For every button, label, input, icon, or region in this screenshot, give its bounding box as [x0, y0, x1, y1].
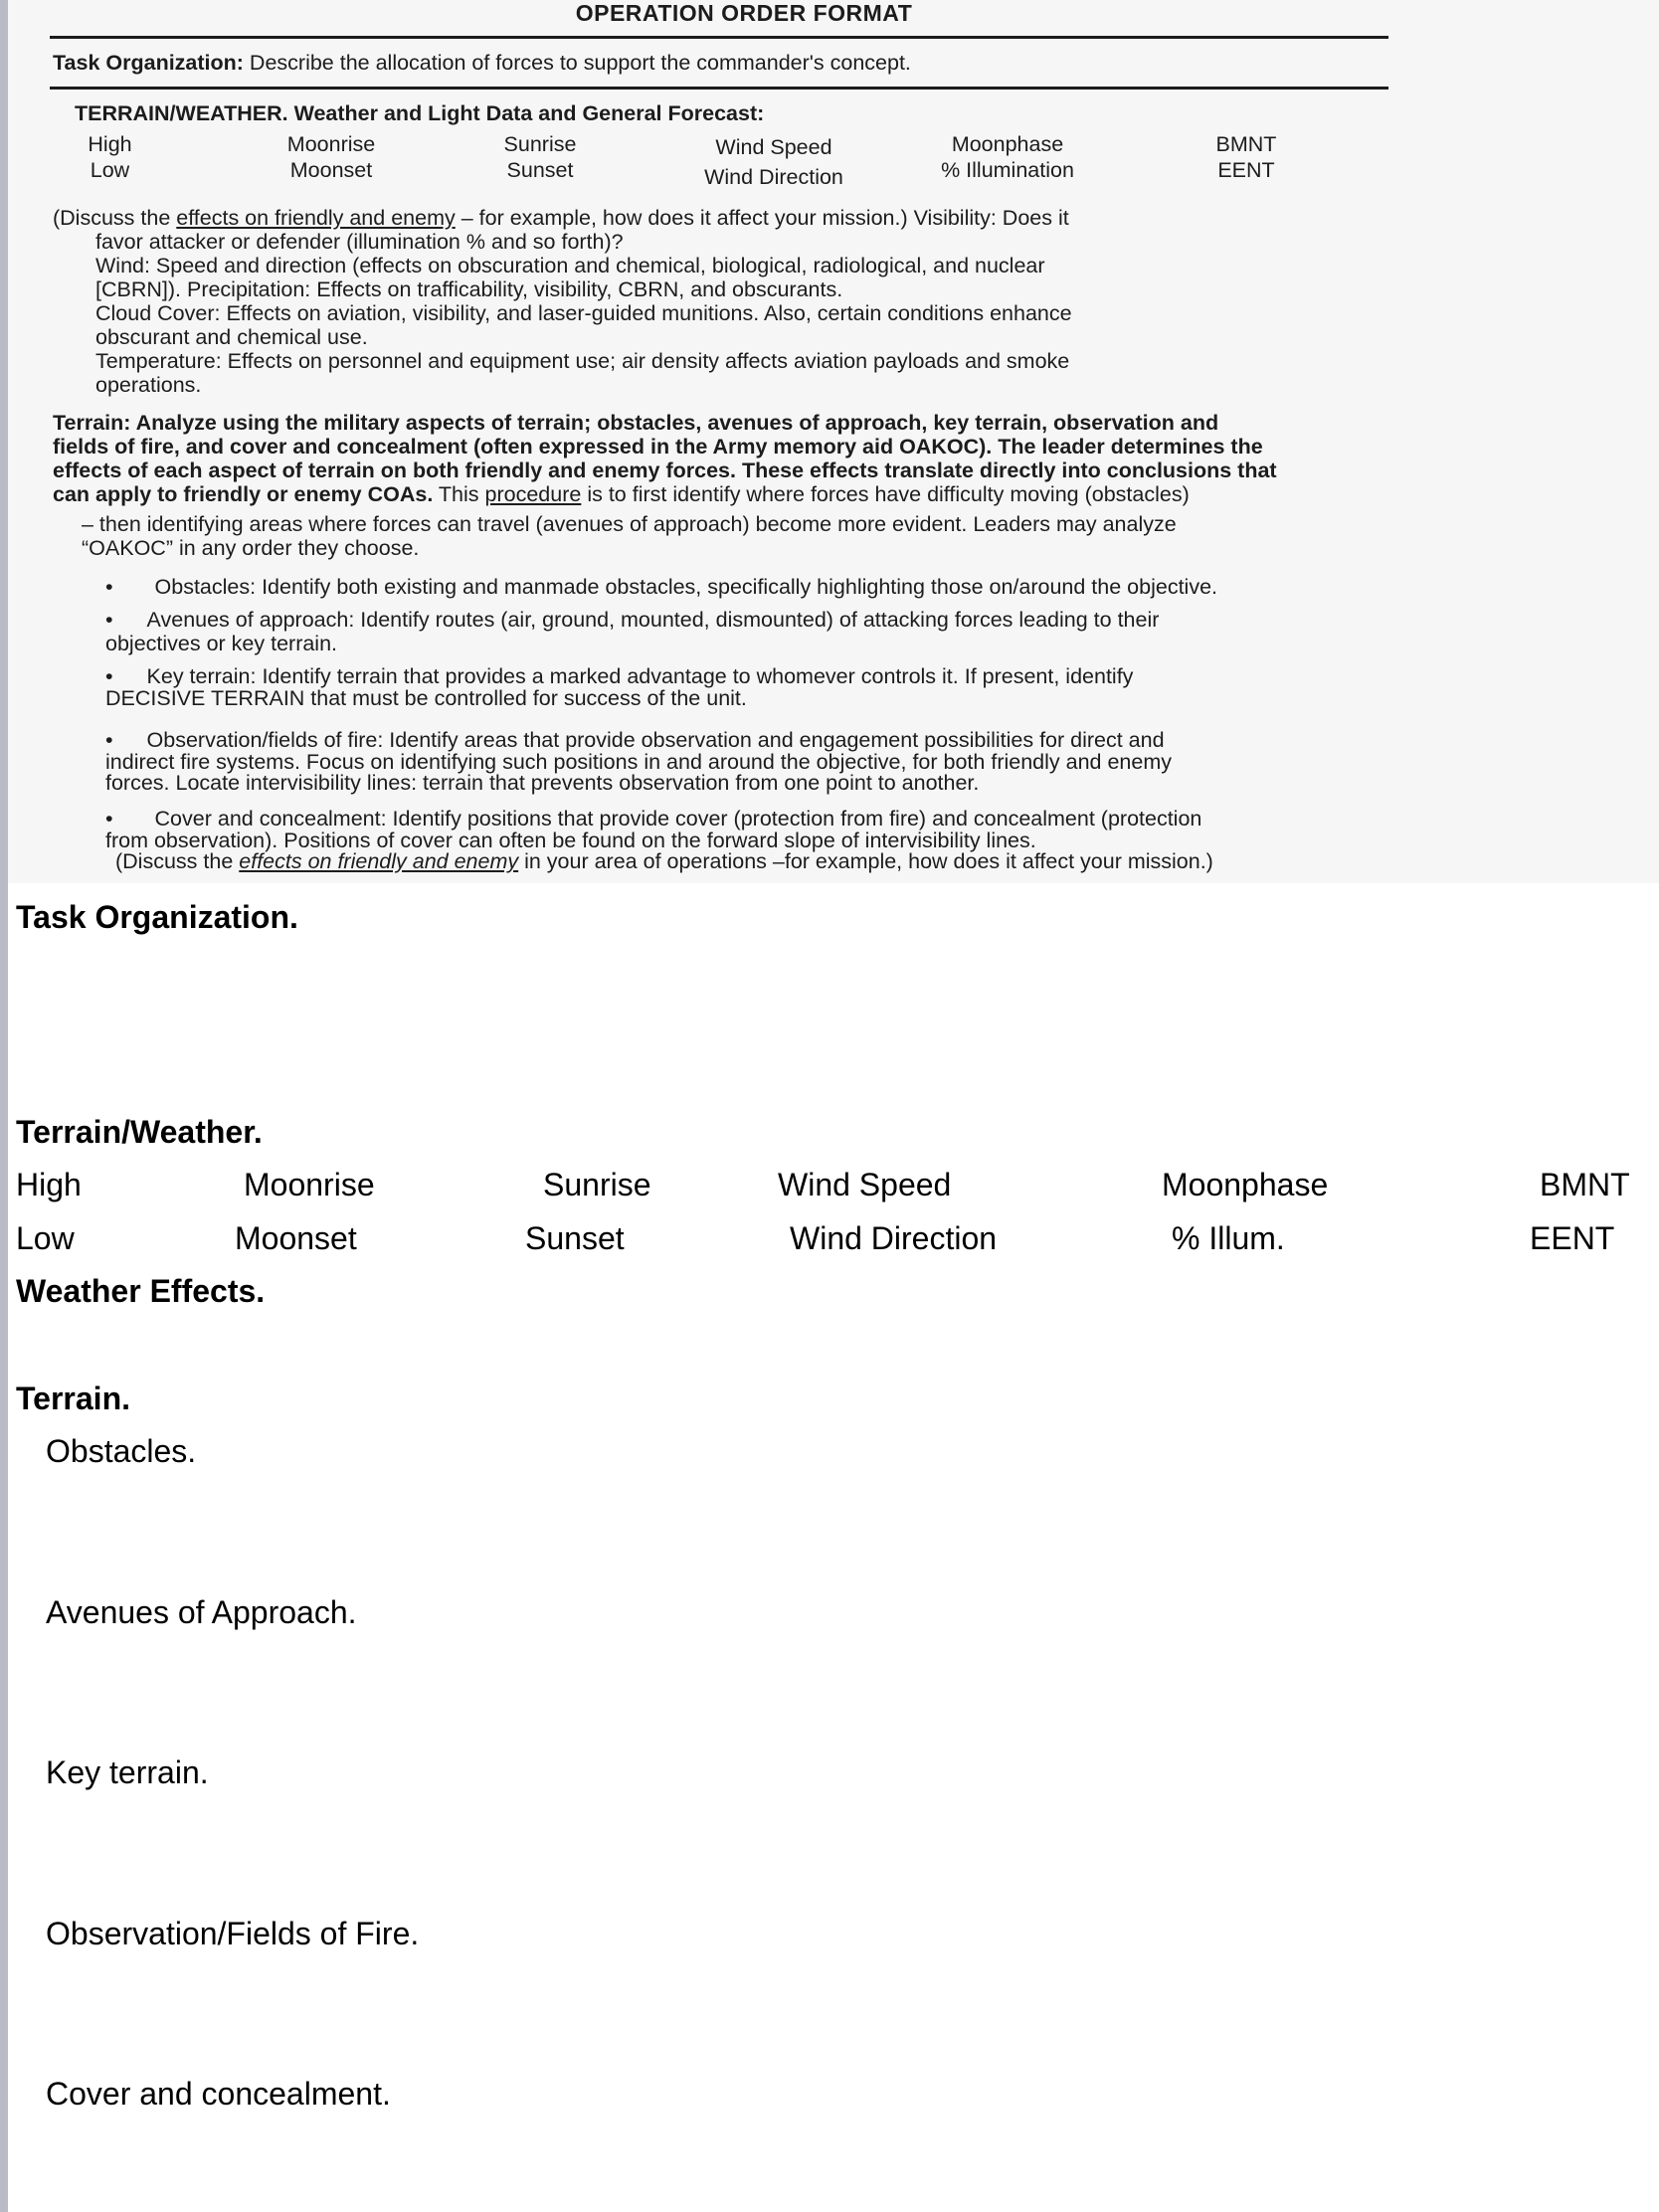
terrain-line: – then identifying areas where forces can travel (avenues of approach) become more evident. Leaders may analyze: [82, 512, 1177, 536]
bullet-cover: • Cover and concealment: Identify positions that provide cover (protection from fire) and concealment (protection: [105, 807, 1202, 830]
terrain-line: effects of each aspect of terrain on both friendly and enemy forces. These effects translate directly into conclusions that: [53, 459, 1277, 482]
bullet-dot: •: [105, 608, 113, 632]
form-moonrise: Moonrise: [244, 1167, 375, 1202]
terrain-line: fields of fire, and cover and concealment (often expressed in the Army memory aid OAKOC). The leader determines the: [53, 435, 1263, 459]
weather-line: Temperature: Effects on personnel and equipment use; air density affects aviation payloads and smoke: [95, 349, 1070, 373]
form-moonset: Moonset: [235, 1220, 357, 1256]
table-cell-wind-speed: Wind Speed: [715, 135, 832, 159]
form-sunrise: Sunrise: [543, 1167, 651, 1202]
table-cell-sunset: Sunset: [506, 158, 574, 182]
title-rule: [50, 36, 1388, 39]
effects-link: effects on friendly and enemy: [239, 849, 519, 873]
bullet-cover-cont: (Discuss the effects on friendly and enemy in your area of operations –for example, how does it affect your mission.): [115, 849, 1213, 873]
form-cover: Cover and concealment.: [46, 2076, 391, 2112]
form-bmnt: BMNT: [1540, 1167, 1630, 1202]
form-wind-speed: Wind Speed: [778, 1167, 952, 1202]
form-terrain-weather: Terrain/Weather.: [16, 1114, 263, 1150]
task-org-rule: [50, 87, 1388, 90]
form-moonphase: Moonphase: [1162, 1167, 1329, 1202]
form-obstacles: Obstacles.: [46, 1433, 197, 1469]
form-weather-effects: Weather Effects.: [16, 1273, 266, 1309]
form-terrain: Terrain.: [16, 1381, 130, 1416]
form-eent: EENT: [1530, 1220, 1615, 1256]
bullet-avenues-cont: objectives or key terrain.: [105, 632, 338, 655]
weather-line: favor attacker or defender (illumination % and so forth)?: [95, 230, 624, 254]
form-task-organization: Task Organization.: [16, 899, 298, 935]
weather-line: Wind: Speed and direction (effects on obscuration and chemical, biological, radiological, and nuclear: [95, 254, 1045, 277]
bullet-dot: •: [105, 664, 113, 688]
form-low: Low: [16, 1220, 75, 1256]
table-cell-wind-direction: Wind Direction: [704, 165, 843, 189]
weather-line: obscurant and chemical use.: [95, 325, 368, 349]
form-high: High: [16, 1167, 82, 1202]
bullet-observation: • Observation/fields of fire: Identify areas that provide observation and engagement possibilities for direct and: [105, 728, 1165, 752]
form-sunset: Sunset: [525, 1220, 625, 1256]
task-org-line: [53, 51, 911, 75]
bullet-dot: •: [105, 575, 113, 599]
table-cell-illumination: % Illumination: [941, 158, 1074, 182]
task-org-label: Task Organization:: [53, 51, 244, 75]
table-cell-moonrise: Moonrise: [286, 132, 376, 156]
procedure-link: procedure: [484, 482, 582, 506]
table-cell-moonphase: Moonphase: [951, 132, 1064, 156]
effects-link: effects on friendly and enemy: [176, 206, 456, 230]
bullet-observation-cont: indirect fire systems. Focus on identifying such positions in and around the objective, for both friendly and enemy: [105, 750, 1172, 774]
table-cell-bmnt: BMNT: [1215, 132, 1277, 156]
table-cell-low: Low: [90, 158, 130, 182]
reference-scan: [8, 0, 1659, 883]
bullet-key-terrain-cont: DECISIVE TERRAIN that must be controlled for success of the unit.: [105, 686, 747, 710]
left-edge-bar: [0, 0, 8, 2212]
table-cell-sunrise: Sunrise: [503, 132, 577, 156]
bullet-avenues: • Avenues of approach: Identify routes (air, ground, mounted, dismounted) of attacking forces leading to their: [105, 608, 1160, 632]
form-avenues: Avenues of Approach.: [46, 1594, 357, 1630]
form-illum: % Illum.: [1172, 1220, 1285, 1256]
weather-line: [CBRN]). Precipitation: Effects on trafficability, visibility, CBRN, and obscurants.: [95, 277, 843, 301]
terrain-line: can apply to friendly or enemy COAs. This procedure is to first identify where forces have difficulty moving (obstacles): [53, 482, 1190, 506]
form-observation: Observation/Fields of Fire.: [46, 1916, 420, 1951]
bullet-obstacles: • Obstacles: Identify both existing and manmade obstacles, specifically highlighting those on/around the objective.: [105, 575, 1218, 599]
weather-line: operations.: [95, 373, 202, 397]
bullet-observation-cont: forces. Locate intervisibility lines: terrain that prevents observation from one point to another.: [105, 771, 980, 795]
bullet-dot: •: [105, 728, 113, 752]
table-cell-eent: EENT: [1217, 158, 1275, 182]
reference-title: OPERATION ORDER FORMAT: [575, 0, 913, 26]
weather-line: (Discuss the effects on friendly and enemy – for example, how does it affect your mission.) Visibility: Does it: [53, 206, 1069, 230]
task-org-text: Describe the allocation of forces to support the commander's concept.: [249, 51, 911, 75]
table-cell-moonset: Moonset: [289, 158, 373, 182]
weather-line: Cloud Cover: Effects on aviation, visibility, and laser-guided munitions. Also, certain conditions enhance: [95, 301, 1072, 325]
terrain-weather-heading: TERRAIN/WEATHER. Weather and Light Data and General Forecast:: [75, 101, 765, 125]
bullet-cover-cont: from observation). Positions of cover can often be found on the forward slope of intervisibility lines.: [105, 829, 1036, 852]
table-cell-high: High: [88, 132, 132, 156]
bullet-key-terrain: • Key terrain: Identify terrain that provides a marked advantage to whomever controls it. If present, identify: [105, 664, 1134, 688]
bullet-dot: •: [105, 807, 113, 830]
form-key-terrain: Key terrain.: [46, 1754, 209, 1790]
terrain-line: “OAKOC” in any order they choose.: [82, 536, 420, 560]
form-wind-direction: Wind Direction: [790, 1220, 998, 1256]
terrain-line: Terrain: Analyze using the military aspects of terrain; obstacles, avenues of approach, key terrain, observation and: [53, 411, 1219, 435]
